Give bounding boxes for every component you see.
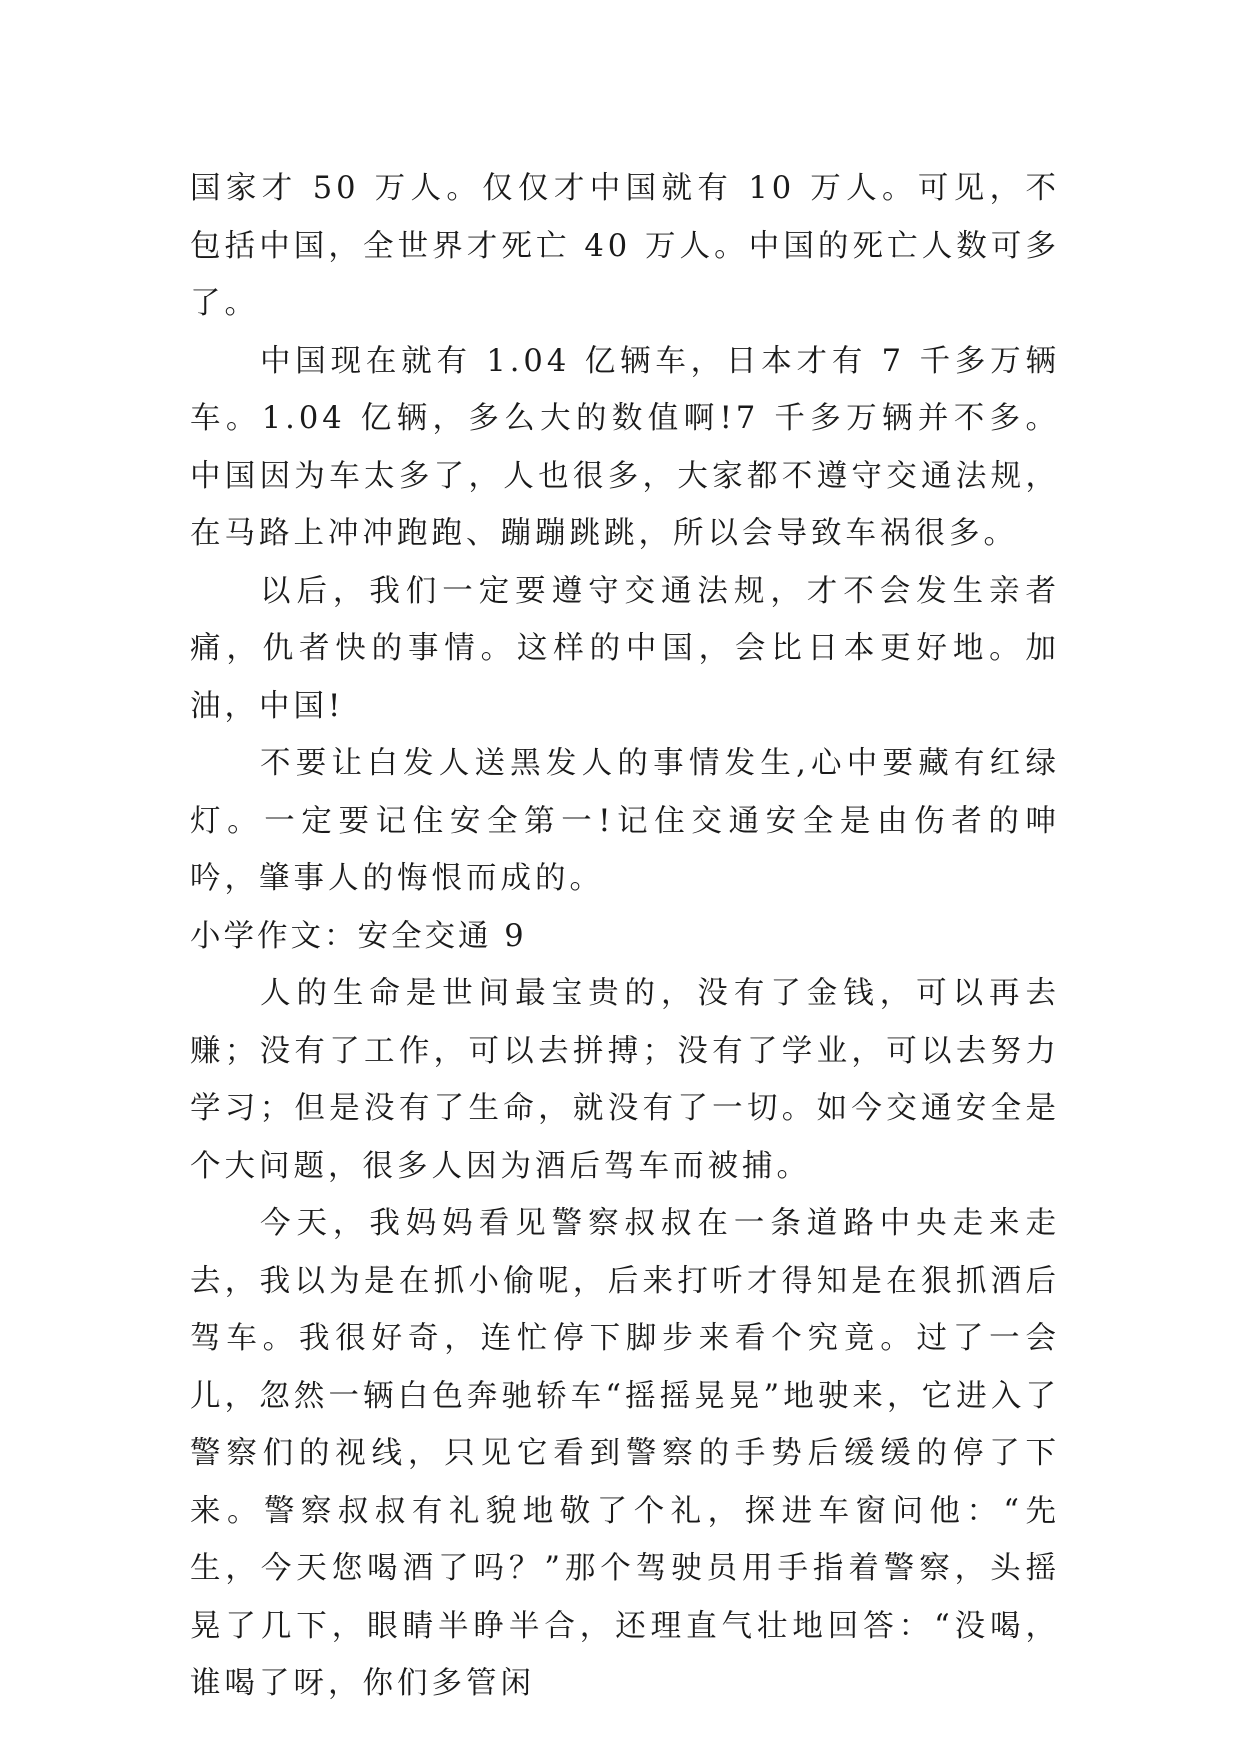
document-body bbox=[190, 160, 1060, 1713]
paragraph-3: 以后，我们一定要遵守交通法规，才不会发生亲者痛，仇者快的事情。这样的中国，会比日本更好地。加油，中国! bbox=[190, 573, 1060, 724]
paragraph-1: 国家才 50 万人。仅仅才中国就有 10 万人。可见，不包括中国，全世界才死亡 40 万人。中国的死亡人数可多了。 bbox=[190, 171, 1060, 321]
paragraph-4: 不要让白发人送黑发人的事情发生,心中要藏有红绿灯。一定要记住安全第一!记住交通安全是由伤者的呻吟，肇事人的悔恨而成的。 bbox=[190, 746, 1060, 896]
section-heading: 小学作文：安全交通 9 bbox=[190, 918, 527, 954]
paragraph-6: 今天，我妈妈看见警察叔叔在一条道路中央走来走去，我以为是在抓小偷呢，后来打听才得知是在狠抓酒后驾车。我很好奇，连忙停下脚步来看个究竟。过了一会儿，忽然一辆白色奔驰轿车“摇摇晃晃”地驶来，它进入了警察们的视线，只见它看到警察的手势后缓缓的停了下来。警察叔叔有礼貌地敬了个礼，探进车窗问他：“先生，今天您喝酒了吗？”那个驾驶员用手指着警察，头摇晃了几下，眼睛半睁半合，还理直气壮地回答：“没喝，谁喝了呀，你们多管闲 bbox=[190, 1206, 1060, 1701]
paragraph-5: 人的生命是世间最宝贵的，没有了金钱，可以再去赚；没有了工作，可以去拼搏；没有了学业，可以去努力学习；但是没有了生命，就没有了一切。如今交通安全是个大问题，很多人因为酒后驾车而被捕。 bbox=[190, 976, 1060, 1184]
paragraph-2: 中国现在就有 1.04 亿辆车，日本才有 7 千多万辆车。1.04 亿辆，多么大的数值啊!7 千多万辆并不多。中国因为车太多了，人也很多，大家都不遵守交通法规，在马路上冲冲跑跑、蹦蹦跳跳，所以会导致车祸很多。 bbox=[190, 343, 1060, 551]
